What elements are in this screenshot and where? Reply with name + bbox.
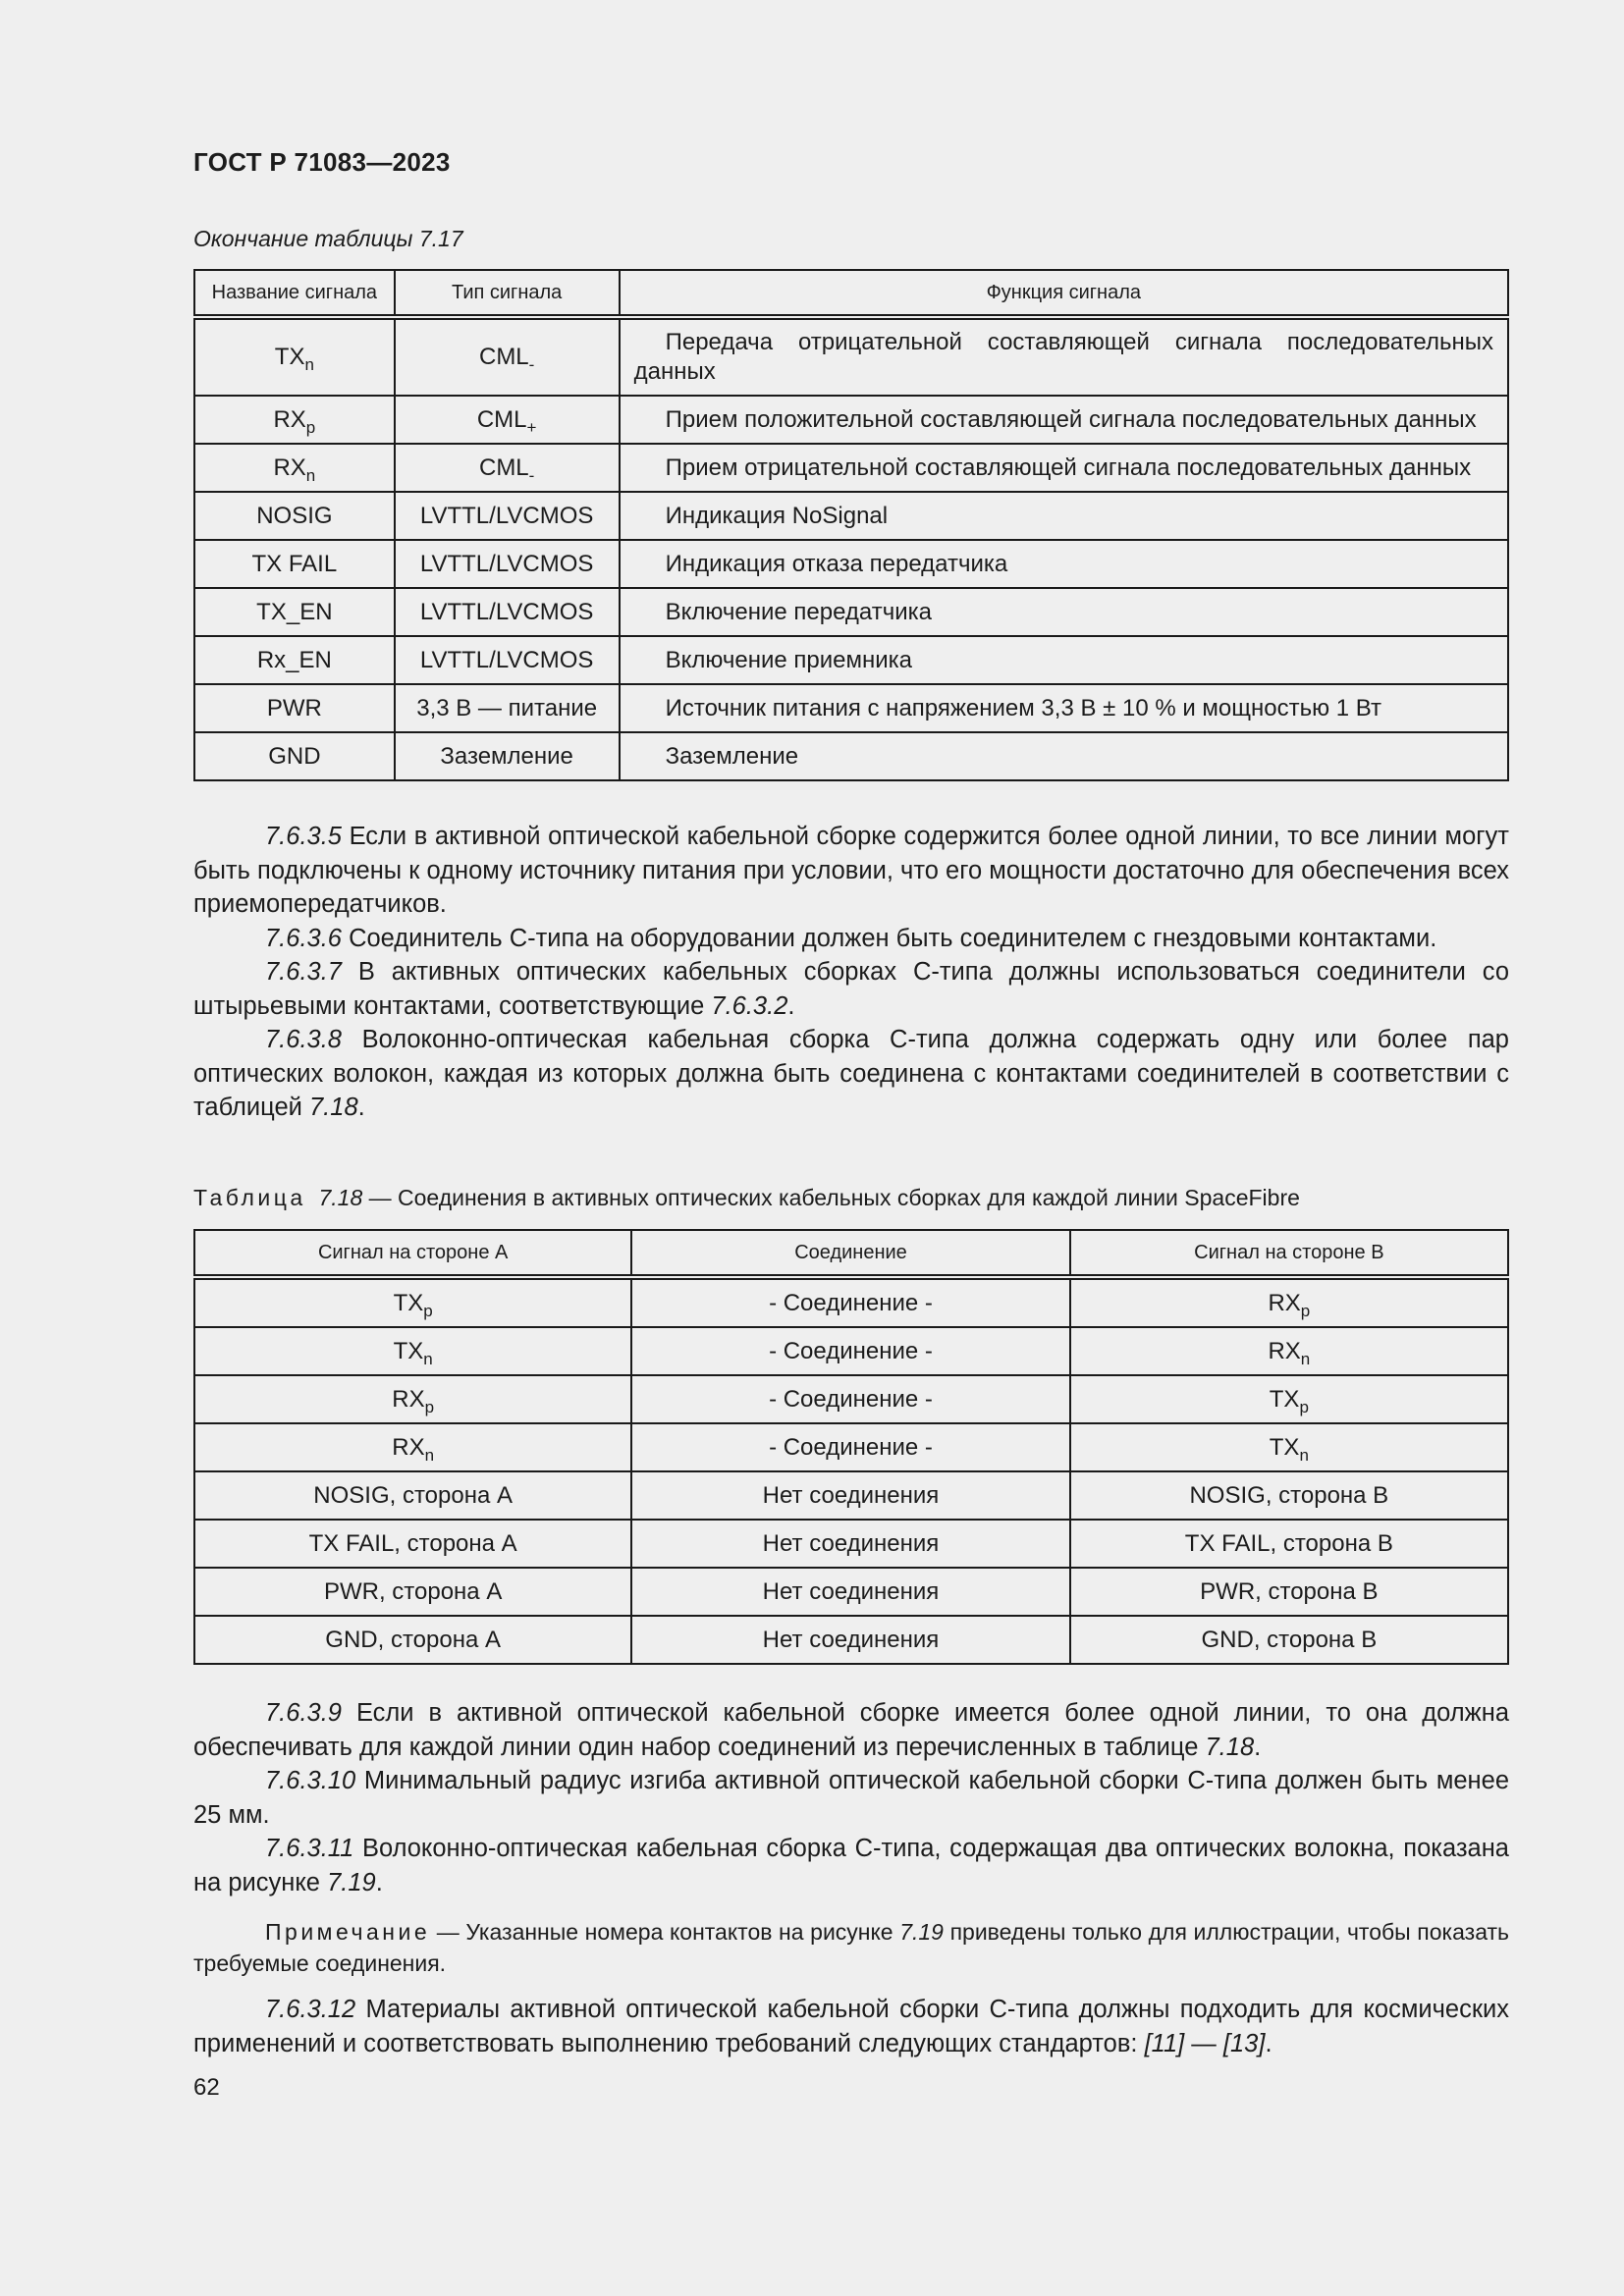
note-block (193, 1916, 1509, 1979)
table-row (194, 492, 1508, 540)
table-row (194, 684, 1508, 732)
paragraph-7-6-3-5: 7.6.3.5 Если в активной оптической кабельной сборке содержится более одной линии, то все линии могут быть подключены к одному источнику питания при условии, что его мощности достаточно для обеспечения всех приемопередатчиков. (193, 823, 1509, 918)
signal-name-cell: NOSIG (194, 492, 395, 540)
connection-cell: - Соединение - (631, 1277, 1069, 1327)
connection-cell: Нет соединения (631, 1568, 1069, 1616)
table-row (194, 396, 1508, 444)
table-row (194, 1327, 1508, 1375)
signal-name-cell: PWR (194, 684, 395, 732)
connections-table (193, 1229, 1509, 1665)
body-text-block-2 (193, 1696, 1509, 1899)
signal-function-cell: Передача отрицательной составляющей сигнала последовательных данных (620, 317, 1508, 396)
column-header: Тип сигнала (395, 270, 620, 317)
side-b-cell: NOSIG, сторона В (1070, 1471, 1508, 1520)
table-row (194, 636, 1508, 684)
side-a-cell: NOSIG, сторона А (194, 1471, 631, 1520)
side-b-cell: $TX_p$ (1070, 1375, 1508, 1423)
table-row (194, 444, 1508, 492)
side-a-cell: $RX_n$ (194, 1423, 631, 1471)
paragraph-7-6-3-7: 7.6.3.7 В активных оптических кабельных сборках С-типа должны использоваться соединители со штырьевыми контактами, соответствующие 7.6.3.2. (193, 958, 1509, 1020)
paragraph-7-6-3-10: 7.6.3.10 Минимальный радиус изгиба активной оптической кабельной сборки С-типа должен быть менее 25 мм. (193, 1767, 1509, 1829)
signal-function-cell: Прием отрицательной составляющей сигнала последовательных данных (620, 444, 1508, 492)
signal-function-table (193, 269, 1509, 781)
connection-cell: - Соединение - (631, 1327, 1069, 1375)
side-b-cell: GND, сторона В (1070, 1616, 1508, 1664)
paragraph-7-6-3-8: 7.6.3.8 Волоконно-оптическая кабельная сборка С-типа должна содержать одну или более пар оптических волокон, каждая из которых должна быть соединена с контактами соединителей в соответствии с таблицей 7.18. (193, 1026, 1509, 1121)
side-b-cell: $RX_p$ (1070, 1277, 1508, 1327)
side-b-cell: $RX_n$ (1070, 1327, 1508, 1375)
signal-function-cell: Индикация отказа передатчика (620, 540, 1508, 588)
connection-cell: Нет соединения (631, 1520, 1069, 1568)
signal-type-cell: $CML_-$ (395, 444, 620, 492)
column-header: Сигнал на стороне А (194, 1230, 631, 1277)
signal-name-cell: $RX_n$ (194, 444, 395, 492)
column-header: Сигнал на стороне В (1070, 1230, 1508, 1277)
table-row (194, 1375, 1508, 1423)
signal-function-cell: Включение передатчика (620, 588, 1508, 636)
paragraph-7-6-3-9: 7.6.3.9 Если в активной оптической кабельной сборке имеется более одной линии, то она должна обеспечивать для каждой линии один набор соединений из перечисленных в таблице 7.18. (193, 1699, 1509, 1761)
table-row (194, 1423, 1508, 1471)
signal-name-cell: $TX_n$ (194, 317, 395, 396)
signal-function-cell: Прием положительной составляющей сигнала последовательных данных (620, 396, 1508, 444)
signal-type-cell: LVTTL/LVCMOS (395, 588, 620, 636)
page-number: 62 (193, 2074, 220, 2101)
table-row (194, 1471, 1508, 1520)
signal-function-cell: Заземление (620, 732, 1508, 780)
side-a-cell: $TX_p$ (194, 1277, 631, 1327)
table-row (194, 1568, 1508, 1616)
signal-name-cell: Rx_EN (194, 636, 395, 684)
signal-name-cell: TX_EN (194, 588, 395, 636)
signal-type-cell: LVTTL/LVCMOS (395, 636, 620, 684)
paragraph-7-6-3-12: 7.6.3.12 Материалы активной оптической кабельной сборки С-типа должны подходить для космических применений и соответствовать выполнению требований следующих стандартов: [11] — [13]. (193, 1996, 1509, 2057)
signal-type-cell: $CML_+$ (395, 396, 620, 444)
column-header: Функция сигнала (620, 270, 1508, 317)
signal-type-cell: LVTTL/LVCMOS (395, 540, 620, 588)
table-row (194, 732, 1508, 780)
signal-name-cell: GND (194, 732, 395, 780)
signal-name-cell: $RX_p$ (194, 396, 395, 444)
note-paragraph: Примечание — Указанные номера контактов на рисунке 7.19 приведены только для иллюстрации, чтобы показать требуемые соединения. (193, 1919, 1509, 1976)
signal-type-cell: 3,3 В — питание (395, 684, 620, 732)
signal-type-cell: $CML_-$ (395, 317, 620, 396)
side-b-cell: TX FAIL, сторона В (1070, 1520, 1508, 1568)
body-text-block-3 (193, 1993, 1509, 2060)
side-a-cell: $RX_p$ (194, 1375, 631, 1423)
body-text-block-1 (193, 820, 1509, 1125)
signal-type-cell: Заземление (395, 732, 620, 780)
table-7-18-caption: Таблица 7.18 — Соединения в активных оптических кабельных сборках для каждой линии SpaceFibre (193, 1185, 1300, 1210)
paragraph-7-6-3-11: 7.6.3.11 Волоконно-оптическая кабельная сборка С-типа, содержащая два оптических волокна, показана на рисунке 7.19. (193, 1835, 1509, 1896)
document-title: ГОСТ Р 71083—2023 (193, 147, 451, 177)
side-b-cell: $TX_n$ (1070, 1423, 1508, 1471)
side-a-cell: TX FAIL, сторона А (194, 1520, 631, 1568)
table-row (194, 1616, 1508, 1664)
side-a-cell: $TX_n$ (194, 1327, 631, 1375)
column-header: Название сигнала (194, 270, 395, 317)
signal-function-cell: Включение приемника (620, 636, 1508, 684)
table-row (194, 540, 1508, 588)
column-header: Соединение (631, 1230, 1069, 1277)
side-a-cell: PWR, сторона А (194, 1568, 631, 1616)
table-row (194, 588, 1508, 636)
table-header-row (194, 1230, 1508, 1277)
table-row (194, 1277, 1508, 1327)
signal-function-cell: Источник питания с напряжением 3,3 В ± 10 % и мощностью 1 Вт (620, 684, 1508, 732)
signal-name-cell: TX FAIL (194, 540, 395, 588)
table-row (194, 1520, 1508, 1568)
signal-function-cell: Индикация NoSignal (620, 492, 1508, 540)
connection-cell: - Соединение - (631, 1423, 1069, 1471)
table-header-row (194, 270, 1508, 317)
signal-type-cell: LVTTL/LVCMOS (395, 492, 620, 540)
side-b-cell: PWR, сторона В (1070, 1568, 1508, 1616)
table-continuation-caption: Окончание таблицы 7.17 (193, 226, 463, 251)
paragraph-7-6-3-6: 7.6.3.6 Соединитель С-типа на оборудовании должен быть соединителем с гнездовыми контактами. (265, 924, 1437, 952)
connection-cell: Нет соединения (631, 1471, 1069, 1520)
table-row (194, 317, 1508, 396)
connection-cell: - Соединение - (631, 1375, 1069, 1423)
side-a-cell: GND, сторона А (194, 1616, 631, 1664)
connection-cell: Нет соединения (631, 1616, 1069, 1664)
